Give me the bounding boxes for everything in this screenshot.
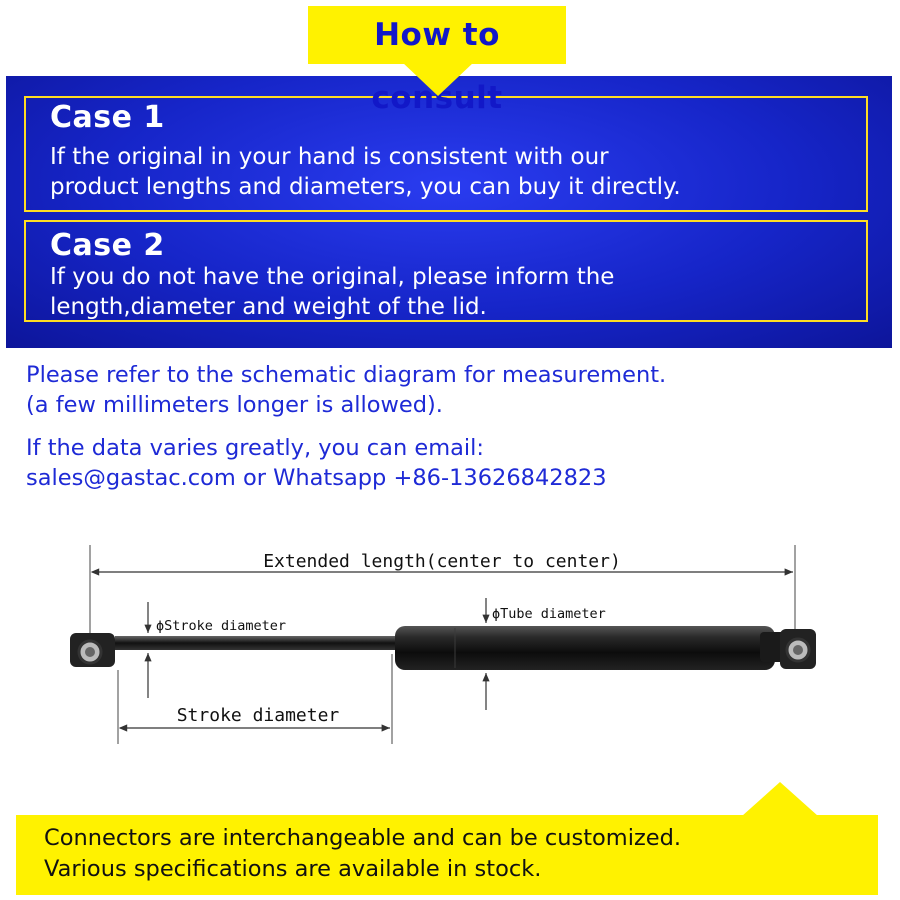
header-title: How to consult <box>371 17 503 116</box>
piston-rod <box>115 636 400 650</box>
footer-banner <box>16 815 878 895</box>
case-2-line-1: If you do not have the original, please inform the <box>50 264 615 290</box>
case-1-title: Case 1 <box>50 100 165 135</box>
case-2-line-2: length,diameter and weight of the lid. <box>50 294 487 320</box>
stroke-dia-label: ϕStroke diameter <box>156 618 287 634</box>
info-line-3: If the data varies greatly, you can email: <box>26 435 484 461</box>
footer-text <box>44 823 681 885</box>
right-end-fitting <box>780 629 816 669</box>
case-1-line-1: If the original in your hand is consistent with our <box>50 144 609 170</box>
tube-body <box>395 626 775 670</box>
left-end-fitting <box>70 633 115 667</box>
info-line-2: (a few millimeters longer is allowed). <box>26 392 443 418</box>
case-2-box <box>24 220 868 322</box>
case-1-line-2: product lengths and diameters, you can buy it directly. <box>50 174 681 200</box>
case-2-text <box>50 262 856 322</box>
footer-arrow <box>742 782 818 816</box>
footer-line-2: Various specifications are available in stock. <box>44 856 542 882</box>
case-1-text <box>50 142 856 202</box>
case-2-title: Case 2 <box>50 228 165 263</box>
contact-line: sales@gastac.com or Whatsapp +86-13626842823 <box>26 465 607 491</box>
extended-length-label: Extended length(center to center) <box>263 551 621 572</box>
header-arrow <box>402 62 474 96</box>
gas-spring-diagram <box>0 530 900 760</box>
footer-line-1: Connectors are interchangeable and can be customized. <box>44 825 682 851</box>
info-line-1: Please refer to the schematic diagram for measurement. <box>26 362 667 388</box>
tube-dia-label: ϕTube diameter <box>492 606 606 622</box>
stroke-length-label: Stroke diameter <box>176 705 340 726</box>
header-tab <box>308 6 566 116</box>
